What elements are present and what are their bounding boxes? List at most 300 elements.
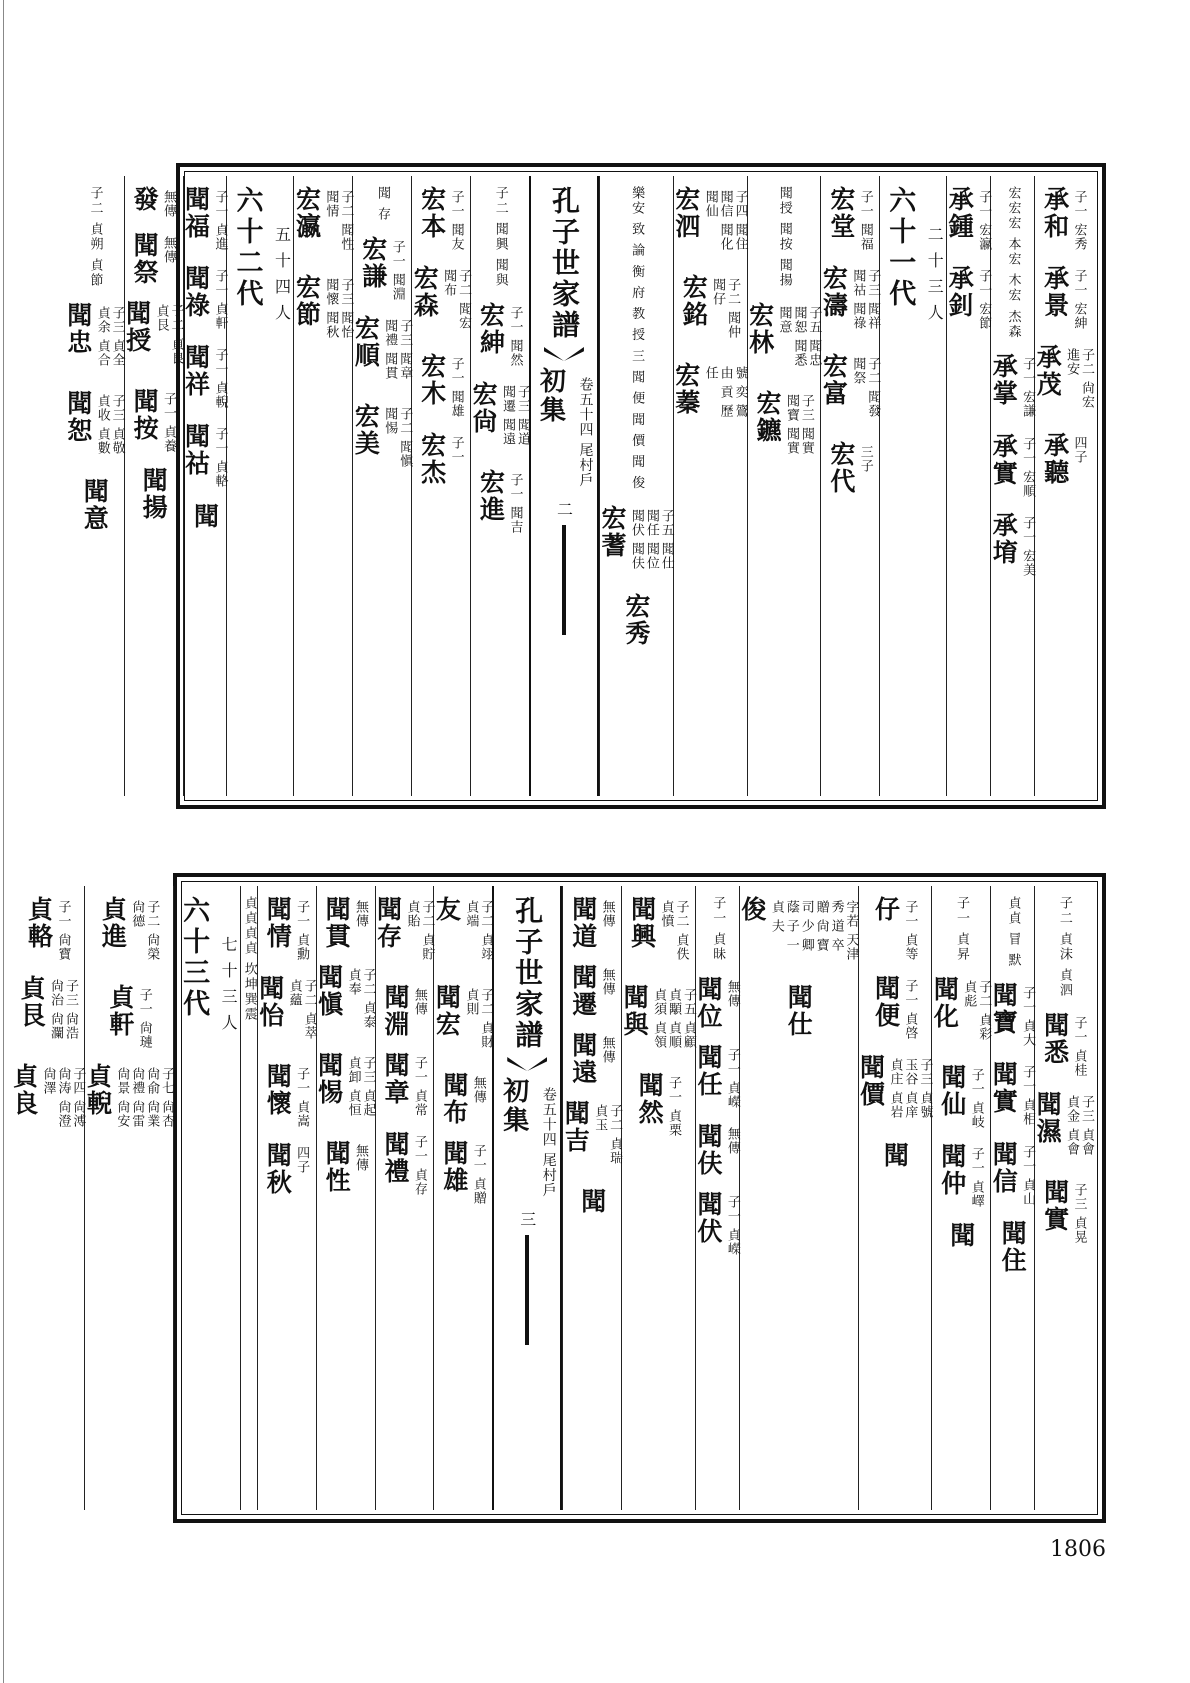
person-name: 聞價 (856, 1054, 886, 1109)
top-page-panel (63, 163, 1106, 809)
person-name: 聞 (946, 1222, 976, 1250)
person-note: 子一 貞嶸 (724, 1195, 740, 1257)
person-note: 子二 貞泰 貞奉 (345, 968, 376, 1030)
genealogy-entry (476, 469, 523, 535)
genealogy-entry (358, 236, 405, 302)
genealogy-column (9, 886, 86, 1510)
person-name: 貞輅 (24, 896, 54, 950)
person-name: 聞祜 (181, 423, 211, 478)
person-note: 子一 貞進 (212, 190, 228, 252)
person-note: 子三 貞會 貞金 貞會 (1064, 1095, 1094, 1157)
person-name: 聞貫 (322, 896, 352, 950)
person-note: 無傳 (411, 988, 427, 1016)
person-note: 子二 尙宏 進安 (1064, 348, 1094, 410)
person-note: 子一 聞雄 (448, 357, 464, 419)
person-name: 仔 (871, 896, 901, 923)
person-name: 聞淵 (380, 984, 410, 1038)
person-note: 子一 貞昧 (710, 896, 726, 963)
person-note: 子一 貞輅 (212, 427, 228, 489)
genealogy-entry (1035, 344, 1093, 418)
person-note: 子一 貞存 (411, 1135, 427, 1197)
person-name: 宏森 (410, 265, 440, 320)
center-rule (562, 525, 566, 635)
genealogy-entry (953, 896, 969, 962)
person-name: 聞遠 (568, 1032, 598, 1086)
genealogy-column (621, 886, 695, 1510)
generation-count: 五十四人 (272, 226, 292, 330)
person-name: 承堉 (989, 511, 1019, 566)
genealogy-entry (745, 302, 822, 376)
genealogy-entry (1040, 265, 1087, 331)
genealogy-entry (181, 265, 228, 331)
person-name: 聞悉 (1040, 1012, 1070, 1067)
person-name: 聞伏 (693, 1191, 723, 1246)
person-note: 無傳 (353, 1144, 369, 1172)
genealogy-entry (476, 302, 523, 368)
person-note: 子三 貞敬 貞收 貞數 (94, 394, 125, 456)
genealogy-entry (991, 982, 1034, 1047)
genealogy-entry (265, 896, 308, 961)
person-note: 子一 尙寶 (55, 900, 71, 962)
person-name: 聞懷 (263, 1063, 293, 1118)
genealogy-entry (181, 344, 228, 410)
person-note: 四子 (294, 1146, 310, 1175)
genealogy-entry (105, 984, 152, 1050)
person-name: 聞按 (130, 388, 160, 442)
genealogy-entry (577, 1188, 607, 1215)
genealogy-entry (1035, 1091, 1093, 1165)
genealogy-column (739, 886, 858, 1510)
person-name: 宏富 (819, 353, 849, 408)
genealogy-column (858, 886, 932, 1510)
person-name: 聞仕 (784, 984, 814, 1038)
person-name: 聞位 (693, 976, 723, 1031)
person-note: 無傳 (599, 968, 615, 996)
genealogy-entry (265, 1142, 308, 1196)
leaf-number: 二 (554, 501, 574, 518)
genealogy-column (695, 886, 739, 1510)
person-name: 聞雄 (439, 1140, 469, 1194)
genealogy-entry (681, 274, 739, 348)
genealogy-column (747, 176, 821, 796)
genealogy-entry (693, 1044, 740, 1110)
genealogy-entry (776, 186, 792, 288)
genealogy-entry (671, 362, 748, 436)
book-title: 孔子世家譜 (547, 186, 581, 341)
person-note: 子二 聞發 聞祭 (850, 357, 881, 419)
person-name: 聞存 (373, 896, 403, 950)
genealogy-column (257, 886, 316, 1510)
person-name: 聞忠 (63, 302, 93, 357)
genealogy-entry (693, 1123, 740, 1178)
person-note: 號 奕 鷟 由 貢 歷 任 (702, 366, 748, 419)
person-name: 貞軒 (105, 984, 135, 1038)
person-name: 宏鑣 (753, 390, 783, 445)
person-name: 聞怡 (255, 975, 285, 1030)
genealogy-entry (622, 984, 695, 1058)
genealogy-column (411, 176, 470, 796)
genealogy-entry (737, 896, 859, 970)
person-note: 子一 聞福 (857, 190, 873, 252)
person-note: 子一 聞淵 (389, 240, 405, 302)
person-note: 子二 貞良 貞艮 (153, 304, 184, 366)
genealogy-entry (439, 1140, 486, 1206)
genealogy-entry (671, 186, 748, 260)
person-note: 子二 聞愼 聞惕 (382, 407, 413, 469)
genealogy-entry (755, 390, 813, 464)
collection-title: 初集 (535, 367, 566, 425)
page-number: 1806 (1050, 1537, 1106, 1562)
genealogy-entry (85, 1063, 173, 1137)
person-name: 聞然 (635, 1072, 665, 1126)
person-name: 宏紳 (476, 302, 506, 357)
genealogy-entry (856, 1054, 933, 1128)
genealogy-entry (353, 403, 411, 477)
genealogy-entry (87, 186, 103, 288)
genealogy-column (1034, 176, 1093, 796)
person-name: 聞宏 (432, 984, 462, 1038)
person-note: 子一 宏節 (976, 269, 992, 331)
person-note: 子一 貞等 (902, 900, 918, 962)
person-note: 子二 貞朔 貞節 (87, 186, 103, 289)
center-rule (525, 1235, 529, 1345)
person-note: 無傳 (724, 980, 740, 1009)
person-note: 子二 貞財 貞則 (463, 988, 494, 1050)
genealogy-entry (181, 186, 228, 252)
person-note: 子一 宏順 (1020, 436, 1036, 498)
person-note: 三子 (857, 445, 873, 474)
person-note: 子二 尙榮 尙德 (129, 900, 160, 962)
genealogy-entry (24, 896, 71, 962)
volume-label: 卷五十四 尾村戶 (577, 377, 594, 488)
genealogy-entry (568, 1032, 615, 1086)
person-name: 聞祥 (181, 344, 211, 399)
person-name: 聞情 (263, 896, 293, 950)
genealogy-entry (947, 265, 990, 330)
genealogy-entry (314, 964, 376, 1038)
person-note: 無傳 (599, 1036, 615, 1064)
genealogy-entry (998, 1219, 1028, 1274)
genealogy-entry (380, 1052, 427, 1118)
genealogy-entry (139, 467, 169, 522)
genealogy-column (84, 886, 173, 1510)
person-name: 承釗 (945, 265, 975, 320)
person-note: 無傳 (470, 1076, 486, 1104)
person-note: 子一 宏秀 (1071, 190, 1087, 252)
person-note: 貞貞貞貞 坎坤巽震 (241, 896, 257, 1023)
person-note: 子二 貞瑞 貞玉 (592, 1104, 623, 1166)
person-name: 發 (130, 186, 160, 213)
genealogy-entry (937, 1064, 984, 1130)
person-name: 聞授 (122, 300, 152, 354)
person-note: 子一 貞嶧 (968, 1147, 984, 1209)
genealogy-entry (132, 186, 175, 218)
genealogy-entry (417, 186, 464, 252)
person-name: 宏秀 (621, 592, 651, 647)
person-note: 子一 聞友 (448, 190, 464, 252)
genealogy-entry (1040, 1179, 1087, 1245)
person-note: 樂安 致 論 衡 府 教 授 三 聞 便 聞 價 聞 俊 (629, 186, 645, 491)
genealogy-column (946, 176, 990, 796)
person-name: 聞 (190, 502, 220, 530)
person-name: 聞祭 (130, 232, 160, 286)
generation-header (879, 176, 946, 796)
person-name: 承景 (1040, 265, 1070, 320)
genealogy-entry (100, 896, 158, 970)
person-note: 無傳 (724, 1127, 740, 1156)
generation-title-group (174, 896, 240, 1040)
person-name: 聞便 (871, 975, 901, 1030)
person-note: 子三 聞祥 聞祜 聞祿 (850, 269, 881, 331)
person-note: 聞 存 (375, 186, 391, 223)
person-note: 子二 貞彩 貞彪 (961, 980, 992, 1042)
person-note: 子一 宏瀛 (976, 190, 992, 252)
genealogy-entry (1040, 432, 1087, 487)
genealogy-entry (946, 1222, 976, 1250)
person-name: 聞布 (439, 1072, 469, 1126)
person-name: 聞惕 (314, 1052, 344, 1106)
person-note: 子二 貞翊 貞端 (463, 900, 494, 962)
genealogy-column (931, 886, 990, 1510)
person-note: 無傳 (599, 900, 615, 928)
person-name: 宏瀛 (292, 186, 322, 240)
genealogy-column (293, 176, 352, 796)
person-name: 聞道 (568, 896, 598, 950)
person-note: 子三 聞實 聞寶 聞實 (783, 394, 814, 456)
person-note: 字若 天津 秀 道 卒 贈 尙 寶 司 少 卿 蔭 子 一 貞 夫 (768, 900, 859, 962)
genealogy-entry (880, 1142, 910, 1170)
person-note: 無傳 (161, 190, 177, 218)
genealogy-entry (821, 353, 879, 427)
genealogy-entry (19, 975, 77, 1049)
genealogy-column (240, 886, 257, 1510)
genealogy-column (375, 886, 434, 1510)
bottom-page-panel (9, 873, 1106, 1523)
person-name: 聞 (577, 1188, 607, 1215)
genealogy-entry (693, 976, 740, 1031)
genealogy-entry (1005, 186, 1021, 339)
genealogy-entry (373, 896, 435, 970)
fishtail-marker (507, 1057, 547, 1071)
person-note: 子三 貞起 貞卸 貞恒 (345, 1056, 376, 1118)
genealogy-entry (597, 504, 674, 579)
person-name: 聞化 (930, 976, 960, 1031)
person-name: 宏泗 (671, 186, 701, 240)
person-name: 聞寶 (989, 982, 1019, 1037)
person-name: 聞仲 (937, 1143, 967, 1198)
genealogy-column (470, 176, 529, 796)
genealogy-column (433, 886, 492, 1510)
genealogy-entry (932, 976, 990, 1050)
person-name: 友 (432, 896, 462, 923)
person-name: 承掌 (989, 353, 1019, 408)
person-name: 宏蓍 (597, 504, 627, 559)
person-note: 子一 貞啓 (902, 979, 918, 1041)
person-note: 子五 聞忠 聞恕 聞悉 聞意 (776, 306, 822, 368)
genealogy-column (990, 176, 1034, 796)
person-name: 聞實 (989, 1061, 1019, 1116)
genealogy-entry (439, 1072, 486, 1126)
genealogy-entry (1040, 186, 1087, 252)
person-note: 子三 尙浩 尙治 尙瀾 (48, 979, 78, 1041)
person-note: 子一 貞栗 (666, 1076, 681, 1138)
person-name: 聞愼 (314, 964, 344, 1018)
genealogy-column (562, 886, 621, 1510)
person-note: 子二 貞佚 貞憤 (658, 900, 689, 962)
generation-title-group (880, 186, 946, 330)
person-name: 宏尙 (469, 381, 499, 436)
genealogy-column (673, 176, 747, 796)
person-note: 無傳 (161, 236, 177, 264)
person-name: 宏濤 (819, 265, 849, 320)
person-note: 子一 貞嶸 (724, 1048, 740, 1110)
person-note: 子四 聞住 聞信 聞化 聞仙 (702, 190, 748, 252)
person-name: 貞進 (98, 896, 128, 950)
genealogy-entry (621, 592, 651, 647)
genealogy-entry (991, 1061, 1034, 1126)
person-name: 承實 (989, 432, 1019, 487)
genealogy-entry (873, 896, 916, 961)
genealogy-entry (380, 984, 427, 1038)
person-name: 聞 (880, 1142, 910, 1170)
genealogy-entry (991, 433, 1034, 498)
person-note: 子一 貞大 (1020, 986, 1036, 1048)
genealogy-entry (324, 896, 367, 950)
genealogy-entry (353, 315, 411, 389)
person-name: 貞艮 (17, 975, 47, 1030)
person-name: 聞章 (380, 1052, 410, 1106)
generation-header (226, 176, 293, 796)
person-note: 子一 聞然 (507, 306, 523, 368)
person-note: 四子 (1071, 436, 1087, 465)
generation-title: 六十二代 (231, 186, 263, 310)
genealogy-entry (417, 432, 464, 487)
person-name: 聞濕 (1033, 1091, 1063, 1146)
person-name: 宏杰 (417, 432, 447, 487)
person-name: 聞恕 (63, 390, 93, 445)
person-note: 聞授 聞按 聞揚 (776, 186, 792, 289)
genealogy-entry (563, 1100, 621, 1174)
genealogy-entry (693, 1191, 740, 1257)
genealogy-entry (637, 1072, 680, 1137)
person-note: 子一 貞贈 (470, 1144, 486, 1206)
genealogy-entry (380, 1131, 427, 1197)
person-note: 子三 聞道 聞遷 聞遠 (500, 385, 530, 447)
genealogy-entry (241, 896, 257, 1022)
genealogy-entry (1056, 896, 1072, 998)
person-name: 貞輗 (83, 1063, 113, 1118)
person-note: 子二 聞興 聞與 (492, 186, 508, 289)
person-note: 子一 (448, 436, 464, 465)
genealogy-column (316, 886, 375, 1510)
genealogy-column (352, 176, 411, 796)
genealogy-column (124, 176, 183, 796)
genealogy-entry (710, 896, 726, 962)
leaf-number: 三 (517, 1211, 537, 1228)
collection-group (532, 367, 595, 487)
page-edge (3, 0, 4, 1683)
book-title-column (529, 176, 599, 796)
person-note: 子三 貞晃 (1071, 1183, 1087, 1245)
person-name: 承和 (1040, 186, 1070, 240)
genealogy-entry (434, 896, 492, 970)
collection-group (496, 1077, 559, 1197)
person-note: 子一 貞勳 (294, 900, 310, 962)
genealogy-entry (132, 388, 175, 453)
person-name: 聞吉 (561, 1100, 591, 1154)
person-note: 子一 貞輗 (212, 348, 228, 410)
genealogy-entry (821, 265, 879, 339)
person-name: 聞信 (989, 1140, 1019, 1195)
genealogy-entry (492, 186, 508, 288)
person-name: 宏進 (476, 469, 506, 524)
generation-header (173, 886, 240, 1510)
person-name: 聞福 (181, 186, 211, 240)
person-note: 貞貞 冒 默 (1005, 896, 1021, 969)
volume-label: 卷五十四 尾村戶 (540, 1087, 557, 1198)
generation-title: 六十三代 (178, 896, 210, 1020)
person-note: 子二 貞沫 貞泗 (1056, 896, 1072, 999)
person-name: 宏林 (745, 302, 775, 357)
genealogy-entry (991, 1141, 1034, 1206)
genealogy-entry (417, 353, 464, 419)
person-name: 聞實 (1040, 1179, 1070, 1234)
person-note: 子一 貞桂 (1071, 1016, 1087, 1078)
genealogy-entry (294, 274, 352, 348)
genealogy-entry (265, 1063, 308, 1128)
genealogy-entry (1005, 896, 1021, 968)
genealogy-entry (324, 1140, 367, 1194)
person-note: 子七 尙杏 尙俞 尙業 尙禮 尙雷 尙景 尙安 (114, 1067, 175, 1129)
person-name: 貞良 (9, 1063, 39, 1118)
genealogy-entry (314, 1052, 376, 1126)
person-note: 無傳 (353, 900, 369, 928)
person-note: 子一 宏謙 (1020, 357, 1036, 419)
person-name: 聞仙 (937, 1064, 967, 1119)
genealogy-entry (434, 984, 492, 1058)
bottom-columns (9, 886, 1094, 1510)
book-title-column (492, 886, 562, 1510)
genealogy-entry (568, 964, 615, 1018)
person-note: 子一 貞軒 (212, 269, 228, 331)
person-note: 子一 尙璉 (136, 988, 152, 1050)
genealogy-entry (63, 390, 125, 464)
person-name: 聞禮 (380, 1131, 410, 1186)
person-note: 子二 聞性 聞情 (323, 190, 354, 252)
person-name: 宏堂 (826, 186, 856, 240)
genealogy-column (990, 886, 1034, 1510)
genealogy-column (1034, 886, 1093, 1510)
person-note: 宏宏宏 本宏 木宏 杰森 (1005, 186, 1021, 340)
genealogy-entry (1040, 1012, 1087, 1078)
person-note: 子三 聞怡 聞懷 聞秋 (323, 278, 354, 340)
genealogy-entry (9, 1063, 86, 1137)
person-note: 子五 聞仕 聞任 聞位 聞伏 聞伕 (628, 508, 674, 570)
generation-count: 七十三人 (219, 936, 239, 1040)
genealogy-entry (190, 502, 220, 530)
person-name: 宏蓁 (671, 362, 701, 416)
genealogy-entry (63, 302, 125, 376)
person-note: 子一 貞嵩 (294, 1067, 310, 1129)
person-note: 子三 貞號 玉谷 貞庠 貞庄 貞岩 (887, 1058, 933, 1120)
person-name: 宏節 (292, 274, 322, 328)
person-name: 聞與 (620, 984, 650, 1038)
genealogy-entry (181, 423, 228, 489)
person-note: 子一 宏紳 (1071, 269, 1087, 331)
person-name: 聞意 (80, 478, 110, 533)
person-name: 宏銘 (679, 274, 709, 328)
generation-count: 二十三人 (925, 226, 945, 330)
